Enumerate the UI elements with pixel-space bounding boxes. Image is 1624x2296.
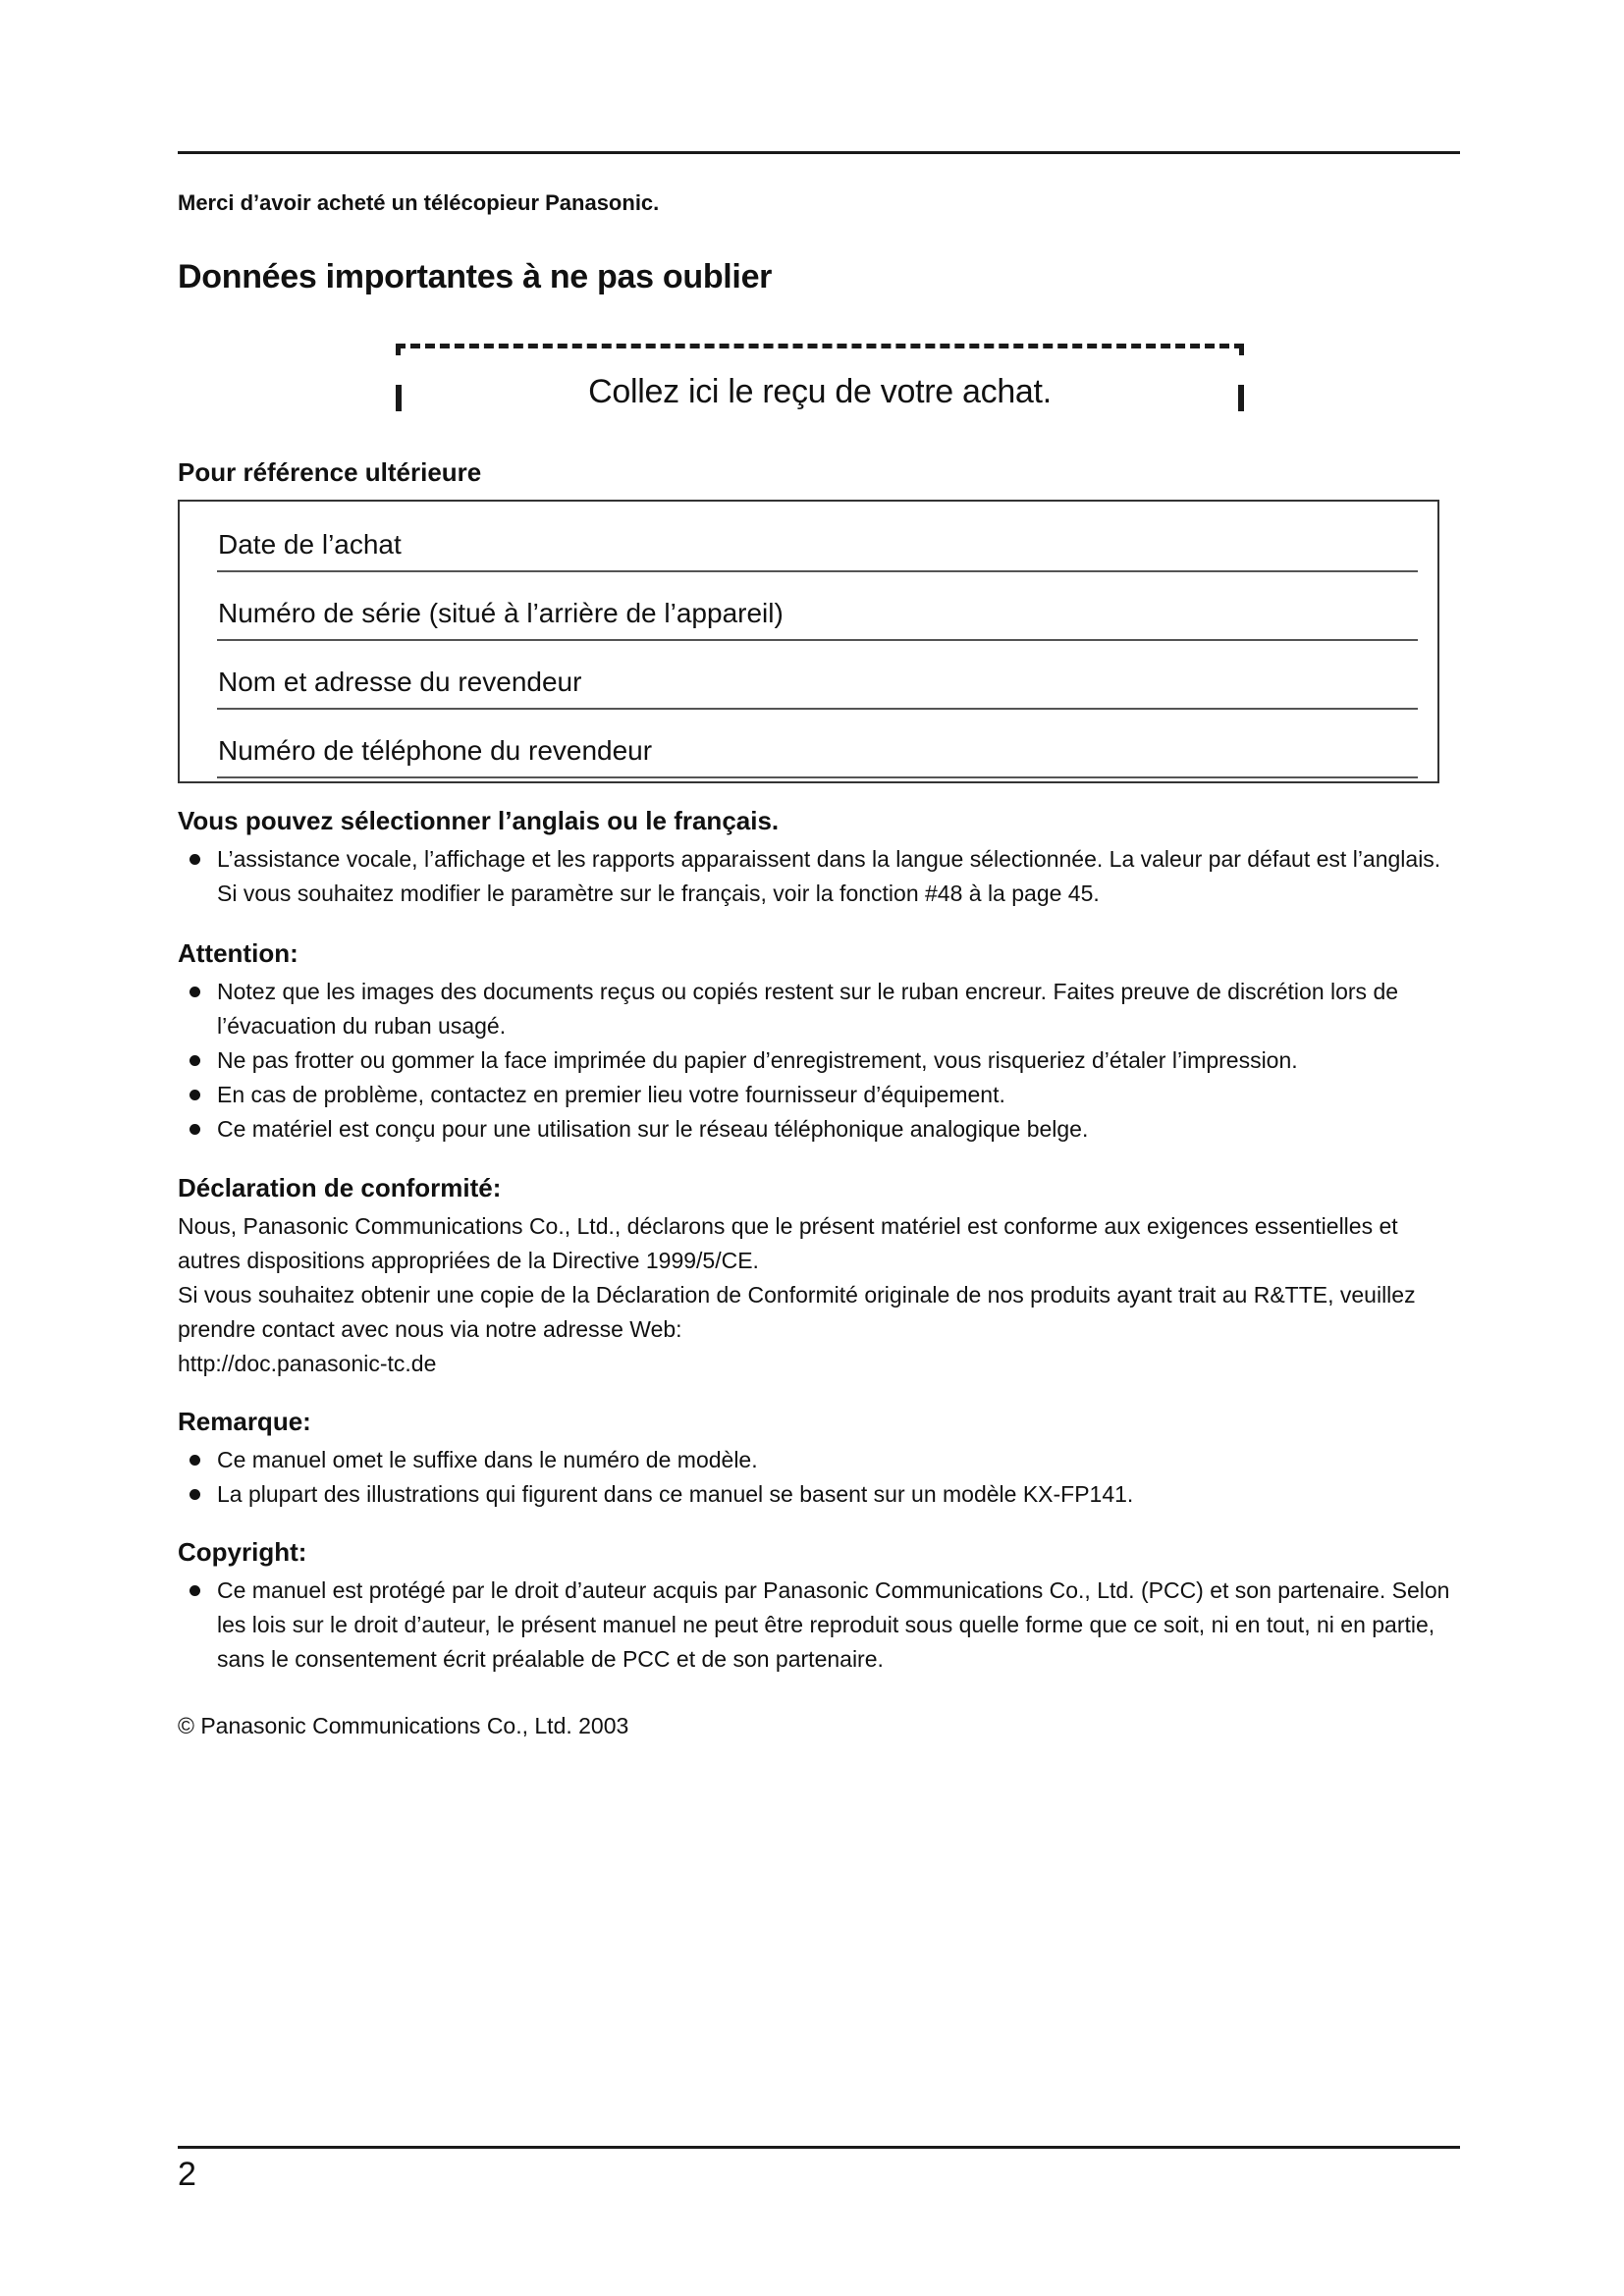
copyright-title: Copyright:	[178, 1537, 307, 1567]
declaration-section	[178, 1173, 1460, 1381]
bottom-rule	[178, 2146, 1460, 2149]
reference-row-serial	[217, 570, 1418, 641]
attention-list	[178, 975, 1460, 1147]
reference-form	[178, 500, 1439, 783]
page-number: 2	[178, 2156, 196, 2193]
top-rule	[178, 151, 1460, 154]
page-title: Données importantes à ne pas oublier	[178, 258, 773, 295]
list-item: Ce manuel omet le suffixe dans le numéro de modèle.	[178, 1443, 1460, 1477]
receipt-paste-area	[394, 338, 1246, 408]
list-item: Ce matériel est conçu pour une utilisation sur le réseau téléphonique analogique belge.	[178, 1112, 1460, 1147]
attention-section	[178, 938, 1460, 1147]
list-item: Ne pas frotter ou gommer la face imprimée du papier d’enregistrement, vous risqueriez d’étaler l’impression.	[178, 1043, 1460, 1078]
declaration-title: Déclaration de conformité:	[178, 1173, 502, 1202]
language-section	[178, 806, 1460, 911]
copyright-section	[178, 1537, 1460, 1677]
remarque-section	[178, 1407, 1460, 1512]
copyright-notice: © Panasonic Communications Co., Ltd. 2003	[178, 1713, 629, 1738]
language-list	[178, 842, 1460, 911]
declaration-url[interactable]: http://doc.panasonic-tc.de	[178, 1351, 437, 1376]
reference-row-dealer	[217, 639, 1418, 710]
list-item: La plupart des illustrations qui figurent dans ce manuel se basent sur un modèle KX-FP141.	[178, 1477, 1460, 1512]
reference-row-label: Nom et adresse du revendeur	[218, 667, 582, 697]
list-item: Notez que les images des documents reçus ou copiés restent sur le ruban encreur. Faites preuve de discrétion lors de l’évacuation du ruban usagé.	[178, 975, 1460, 1043]
reference-row-phone	[217, 708, 1418, 778]
receipt-note: Collez ici le reçu de votre achat.	[588, 373, 1052, 410]
reference-row-label: Numéro de téléphone du revendeur	[218, 735, 653, 766]
receipt-corner-right	[1239, 344, 1244, 355]
reference-row-label: Numéro de série (situé à l’arrière de l’appareil)	[218, 598, 784, 628]
declaration-paragraph: Si vous souhaitez obtenir une copie de la Déclaration de Conformité originale de nos produits ayant trait au R&TTE, veuillez prendre contact avec nous via notre adresse Web:	[178, 1282, 1416, 1342]
list-item: En cas de problème, contactez en premier lieu votre fournisseur d’équipement.	[178, 1078, 1460, 1112]
remarque-list	[178, 1443, 1460, 1512]
reference-row-date	[217, 502, 1418, 572]
language-title: Vous pouvez sélectionner l’anglais ou le français.	[178, 806, 780, 835]
list-item: L’assistance vocale, l’affichage et les rapports apparaissent dans la langue sélectionnée. La valeur par défaut est l’anglais. Si vous souhaitez modifier le paramètre sur le français, voir la fonction #48 à la page 45.	[178, 842, 1460, 911]
receipt-corner-left	[396, 344, 401, 355]
declaration-paragraph: Nous, Panasonic Communications Co., Ltd., déclarons que le présent matériel est conforme aux exigences essentielles et autres dispositions appropriées de la Directive 1999/5/CE.	[178, 1213, 1398, 1273]
list-item: Ce manuel est protégé par le droit d’auteur acquis par Panasonic Communications Co., Ltd. (PCC) et son partenaire. Selon les lois sur le droit d’auteur, le présent manuel ne peut être reproduit sous quelle forme que ce soit, ni en tout, ni en partie, sans le consentement écrit préalable de PCC et de son partenaire.	[178, 1574, 1460, 1677]
attention-title: Attention:	[178, 938, 298, 968]
remarque-title: Remarque:	[178, 1407, 311, 1436]
reference-row-label: Date de l’achat	[218, 529, 402, 560]
receipt-dashed-border	[396, 344, 1244, 348]
copyright-list	[178, 1574, 1460, 1677]
reference-title: Pour référence ultérieure	[178, 457, 482, 487]
thanks-line: Merci d’avoir acheté un télécopieur Panasonic.	[178, 190, 660, 215]
